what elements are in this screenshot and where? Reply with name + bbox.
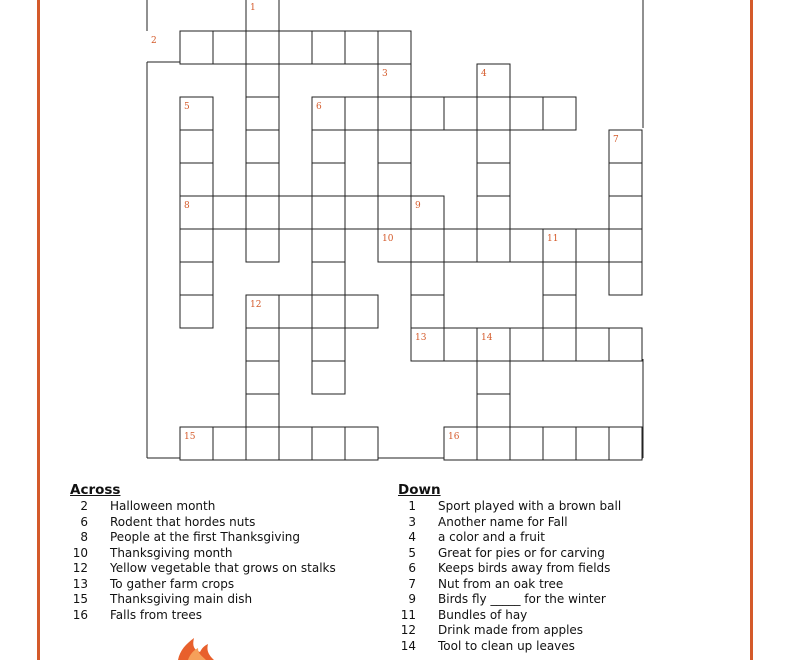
grid-cell[interactable] — [576, 427, 609, 460]
grid-cell[interactable] — [246, 196, 279, 229]
grid-cell[interactable] — [312, 196, 345, 229]
clue-text: Great for pies or for carving — [438, 545, 605, 560]
across-clue-10 — [70, 545, 233, 562]
grid-cell[interactable] — [543, 97, 576, 130]
grid-cell[interactable] — [180, 262, 213, 295]
across-heading: Across — [70, 482, 121, 498]
grid-cell[interactable] — [411, 97, 444, 130]
clue-num: 12 — [72, 561, 88, 575]
grid-cell[interactable] — [246, 130, 279, 163]
grid-cell[interactable] — [345, 427, 378, 460]
grid-cell[interactable] — [246, 31, 279, 64]
grid-cell[interactable] — [345, 295, 378, 328]
grid-cell[interactable] — [609, 262, 642, 295]
grid-cell[interactable] — [543, 328, 576, 361]
down-clue-7 — [398, 576, 564, 593]
clue-num: 13 — [72, 576, 88, 591]
grid-cell[interactable] — [444, 328, 477, 361]
grid-cell[interactable] — [345, 196, 378, 229]
grid-cell[interactable] — [180, 229, 213, 262]
clue-number-5: 5 — [184, 102, 190, 112]
down-clue-3 — [398, 514, 568, 531]
clue-text: Drink made from apples — [438, 623, 584, 637]
clue-number-14: 14 — [481, 333, 493, 343]
grid-cell[interactable] — [477, 97, 510, 130]
clue-text: Tool to clean up leaves — [438, 638, 575, 653]
grid-cell[interactable] — [312, 163, 345, 196]
grid-cell[interactable] — [609, 229, 642, 262]
grid-cell[interactable] — [246, 97, 279, 130]
grid-cell[interactable] — [477, 394, 510, 427]
grid-cell[interactable] — [312, 31, 345, 64]
grid-cell[interactable] — [246, 394, 279, 427]
grid-cell[interactable] — [477, 427, 510, 460]
clue-text: Keeps birds away from fields — [438, 561, 611, 575]
across-clue-12 — [70, 561, 336, 577]
clue-text: Thanksgiving main dish — [110, 592, 253, 606]
grid-cell[interactable] — [609, 427, 642, 460]
clue-text: Yellow vegetable that grows on stalks — [110, 561, 336, 575]
grid-cell[interactable] — [477, 163, 510, 196]
grid-cell[interactable] — [213, 196, 246, 229]
clue-num: 15 — [72, 592, 88, 606]
down-clue-6 — [398, 561, 611, 577]
clue-text: People at the first Thanksgiving — [110, 530, 301, 544]
down-list — [398, 499, 622, 654]
grid-cell[interactable] — [477, 361, 510, 394]
clue-num: 7 — [408, 576, 416, 591]
grid-cell[interactable] — [609, 163, 642, 196]
clue-num: 16 — [72, 607, 88, 622]
grid-cell[interactable] — [543, 262, 576, 295]
grid-cell[interactable] — [180, 130, 213, 163]
clue-number-15: 15 — [184, 432, 196, 442]
grid-cell[interactable] — [477, 196, 510, 229]
clue-num: 2 — [80, 499, 88, 513]
clue-text: Falls from trees — [110, 607, 203, 622]
grid-cell[interactable] — [510, 427, 543, 460]
grid-cell[interactable] — [312, 295, 345, 328]
grid-cell[interactable] — [510, 97, 543, 130]
across-clue-13 — [70, 576, 235, 593]
clue-num: 6 — [80, 514, 88, 529]
grid-cell[interactable] — [477, 229, 510, 262]
down-clues — [398, 482, 622, 654]
grid-cell[interactable] — [378, 130, 411, 163]
flame-logo — [170, 636, 230, 660]
grid-cell[interactable] — [543, 295, 576, 328]
across-clues — [70, 482, 336, 623]
down-clue-12 — [398, 623, 584, 639]
clue-number-9: 9 — [415, 201, 421, 211]
grid-cell[interactable] — [345, 31, 378, 64]
clue-number-12: 12 — [250, 300, 262, 310]
grid-cell[interactable] — [312, 328, 345, 361]
across-clue-8 — [70, 530, 301, 546]
grid-cell[interactable] — [246, 163, 279, 196]
clue-text: a color and a fruit — [438, 530, 545, 544]
grid-cell[interactable] — [345, 97, 378, 130]
grid-cell[interactable] — [411, 295, 444, 328]
down-clue-4 — [398, 530, 545, 546]
across-clue-16 — [70, 607, 203, 624]
clue-num: 1 — [408, 499, 416, 513]
clue-num: 11 — [400, 607, 416, 622]
grid-cell[interactable] — [378, 163, 411, 196]
grid-cell[interactable] — [312, 229, 345, 262]
grid-cell[interactable] — [246, 229, 279, 262]
grid-cell[interactable] — [213, 427, 246, 460]
clue-text: Another name for Fall — [438, 514, 568, 529]
grid-cell[interactable] — [246, 328, 279, 361]
grid-cell[interactable] — [477, 130, 510, 163]
clue-num: 12 — [400, 623, 416, 637]
clue-text: Thanksgiving month — [110, 545, 233, 560]
clue-num: 9 — [408, 592, 416, 606]
clue-number-6: 6 — [316, 102, 322, 112]
grid-cell[interactable] — [576, 328, 609, 361]
grid-cell[interactable] — [279, 295, 312, 328]
across-list — [70, 499, 336, 623]
down-clue-11 — [398, 607, 528, 624]
grid-cell[interactable] — [312, 361, 345, 394]
clue-number-11: 11 — [547, 234, 559, 244]
across-clue-2 — [70, 499, 216, 515]
grid-cell[interactable] — [576, 229, 609, 262]
clue-num: 6 — [408, 561, 416, 575]
grid-cell[interactable] — [543, 427, 576, 460]
down-clue-14 — [398, 638, 575, 655]
across-clue-6 — [70, 514, 256, 531]
clue-number-13: 13 — [415, 333, 427, 343]
grid-cell[interactable] — [510, 229, 543, 262]
clue-number-8: 8 — [184, 201, 190, 211]
grid-cell[interactable] — [279, 31, 312, 64]
grid-cell[interactable] — [246, 64, 279, 97]
grid-cell[interactable] — [510, 328, 543, 361]
down-clue-9 — [398, 592, 606, 608]
clue-number-16: 16 — [448, 432, 460, 442]
grid-cell[interactable] — [312, 262, 345, 295]
grid-cell[interactable] — [609, 196, 642, 229]
clue-text: Bundles of hay — [438, 607, 528, 622]
grid-cell[interactable] — [213, 31, 246, 64]
clue-text: Birds fly _____ for the winter — [438, 592, 606, 606]
clue-number-2: 2 — [151, 36, 157, 46]
clue-text: To gather farm crops — [110, 576, 235, 591]
grid-cell[interactable] — [444, 229, 477, 262]
down-heading: Down — [398, 482, 441, 498]
clue-number-3: 3 — [382, 69, 388, 79]
grid-cell[interactable] — [180, 163, 213, 196]
grid-cell[interactable] — [312, 427, 345, 460]
grid-cell[interactable] — [246, 427, 279, 460]
clue-num: 3 — [408, 514, 416, 529]
grid-cell[interactable] — [444, 97, 477, 130]
grid-cell[interactable] — [378, 97, 411, 130]
grid-cell[interactable] — [279, 196, 312, 229]
down-clue-1 — [398, 499, 622, 515]
grid-cell[interactable] — [609, 328, 642, 361]
clue-text: Nut from an oak tree — [438, 576, 564, 591]
grid-cell[interactable] — [312, 130, 345, 163]
clue-num: 8 — [80, 530, 88, 544]
clue-text: Rodent that hordes nuts — [110, 514, 256, 529]
grid-cell[interactable] — [378, 31, 411, 64]
grid-cell[interactable] — [180, 31, 213, 64]
clue-text: Sport played with a brown ball — [438, 499, 622, 513]
clue-number-10: 10 — [382, 234, 394, 244]
clue-number-1: 1 — [250, 3, 256, 13]
cells-layer — [180, 0, 642, 460]
grid-cell[interactable] — [180, 295, 213, 328]
grid-cell[interactable] — [411, 229, 444, 262]
clue-number-4: 4 — [481, 69, 487, 79]
clue-text: Halloween month — [110, 499, 216, 513]
grid-cell[interactable] — [246, 361, 279, 394]
clue-num: 10 — [72, 545, 88, 560]
clue-num: 5 — [408, 545, 416, 560]
clue-number-7: 7 — [613, 135, 619, 145]
grid-cell[interactable] — [378, 196, 411, 229]
grid-cell[interactable] — [411, 262, 444, 295]
down-clue-5 — [398, 545, 605, 562]
clue-num: 14 — [400, 638, 416, 653]
across-clue-15 — [70, 592, 253, 608]
clue-num: 4 — [408, 530, 416, 544]
grid-cell[interactable] — [279, 427, 312, 460]
